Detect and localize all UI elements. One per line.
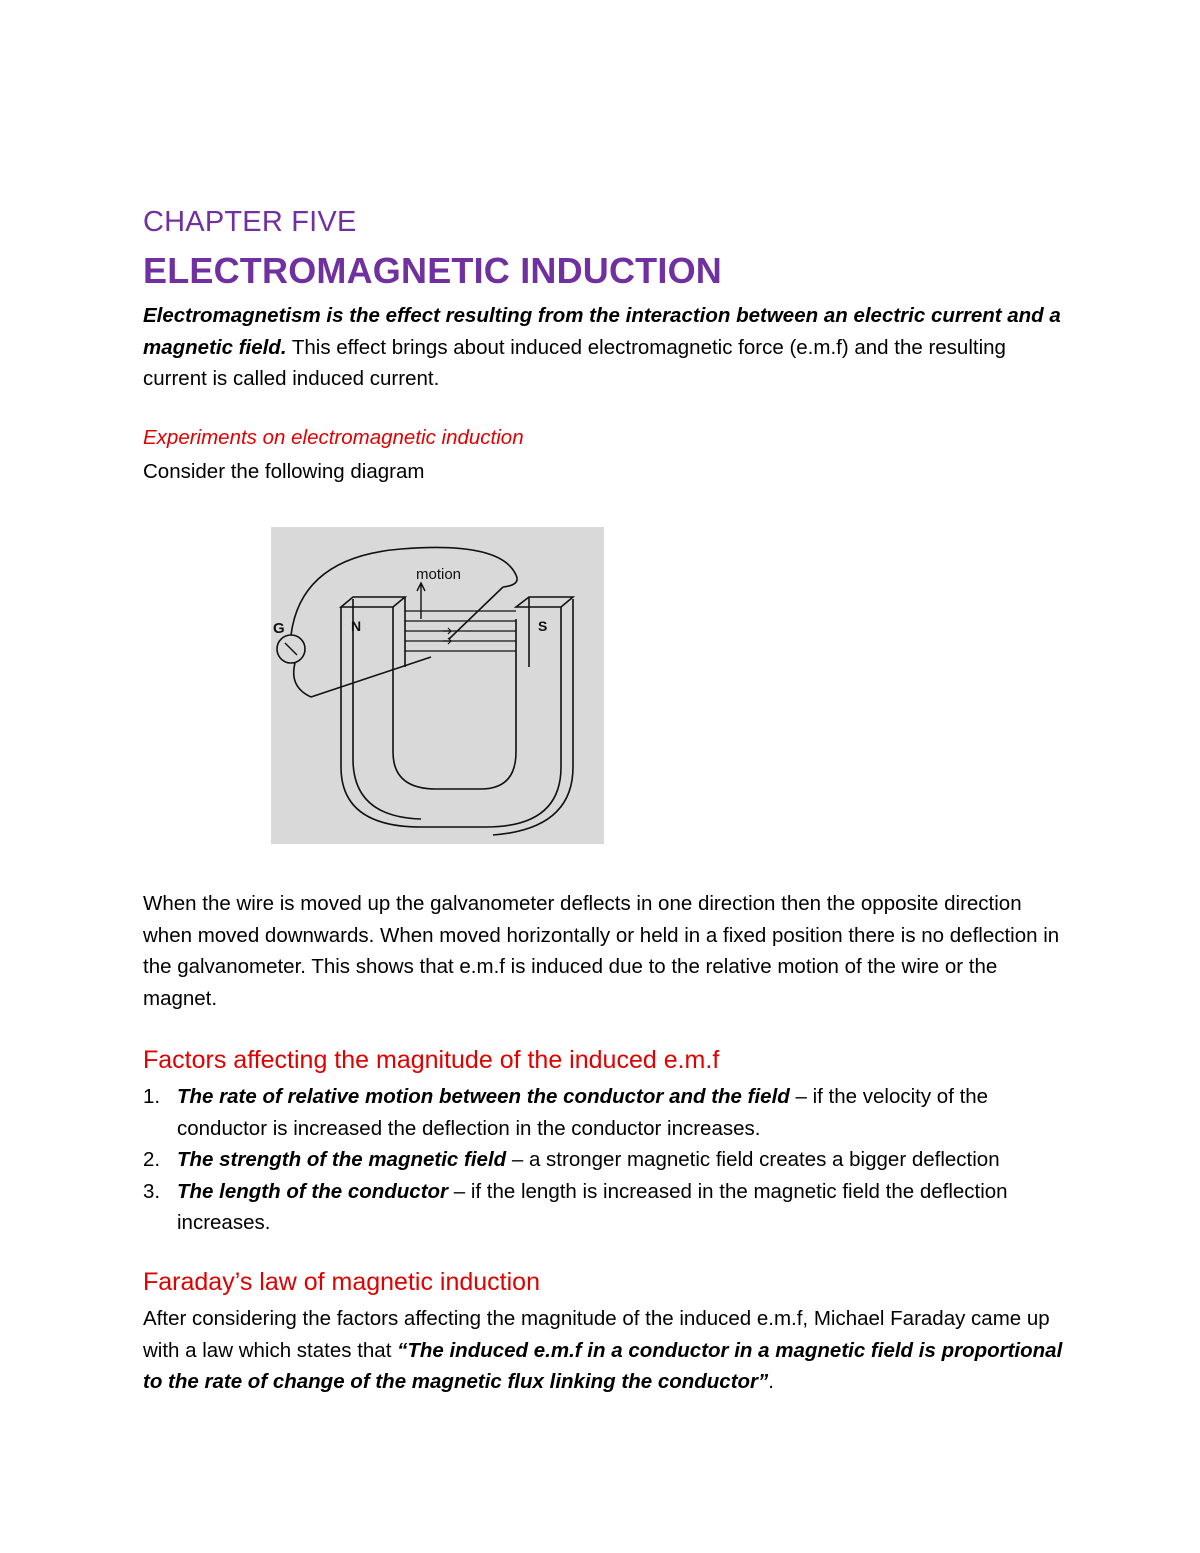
factor-term: The rate of relative motion between the conductor and the field: [177, 1085, 790, 1108]
factor-desc: – if the velocity of the conductor is increased the deflection in the conductor increases.: [177, 1085, 989, 1140]
observation-paragraph: When the wire is moved up the galvanometer deflects in one direction then the opposite direction when moved downwards. When moved horizontally or held in a fixed position there is no deflection in the galvanometer. This shows that e.m.f is induced due to the relative motion of the wire or the magnet.: [143, 892, 1060, 1010]
induction-diagram: [271, 527, 604, 844]
factor-desc: – if the length is increased in the magnetic field the deflection increases.: [177, 1179, 1008, 1234]
consider-text: Consider the following diagram: [143, 460, 425, 483]
north-pole-top: [341, 597, 405, 607]
motion-label: motion: [416, 566, 462, 583]
list-number: 2.: [143, 1148, 161, 1171]
factor-desc: – a stronger magnetic field creates a bigger deflection: [506, 1148, 1000, 1171]
list-number: 3.: [143, 1179, 161, 1203]
magnet-outer: [341, 607, 561, 827]
motion-arrow: [417, 583, 425, 619]
list-item: [143, 1144, 1083, 1176]
magnet-inner: [393, 619, 516, 789]
list-item: [143, 1081, 1083, 1144]
faraday-paragraph: [143, 1303, 1073, 1398]
south-pole-top: [516, 597, 573, 607]
definition-text: Electromagnetism is the effect resulting from the interaction between an electric current and a magnetic field.: [143, 304, 1061, 359]
list-number: 1.: [143, 1085, 161, 1108]
circuit-wire: [291, 547, 517, 635]
factor-term: The length of the conductor: [177, 1179, 449, 1203]
faraday-heading: Faraday’s law of magnetic induction: [143, 1268, 540, 1296]
factors-heading: Factors affecting the magnitude of the induced e.m.f: [143, 1046, 720, 1074]
diagram-svg: [271, 527, 604, 844]
factor-term: The strength of the magnetic field: [177, 1148, 507, 1171]
faraday-end-text: .: [768, 1370, 774, 1393]
galvanometer-label: G: [273, 620, 285, 637]
chapter-label: CHAPTER FIVE: [143, 206, 357, 238]
intro-paragraph: [143, 300, 1073, 395]
chapter-title: ELECTROMAGNETIC INDUCTION: [143, 250, 722, 291]
factors-list: [143, 1081, 1083, 1239]
south-label: S: [538, 618, 548, 634]
conductor-wire: [311, 587, 503, 697]
intro-rest-text: This effect brings about induced electromagnetic force (e.m.f) and the resulting current is called induced current.: [143, 335, 1006, 390]
list-item: [143, 1176, 1083, 1239]
faraday-law-text: “The induced e.m.f in a conductor in a magnetic field is proportional to the rate of change of the magnetic flux linking the conductor”: [143, 1338, 1063, 1393]
faraday-lead-text: After considering the factors affecting the magnitude of the induced e.m.f, Michael Faraday came up with a law which states that: [143, 1307, 1050, 1362]
experiments-heading: Experiments on electromagnetic induction: [143, 426, 524, 449]
north-label: N: [351, 618, 362, 634]
